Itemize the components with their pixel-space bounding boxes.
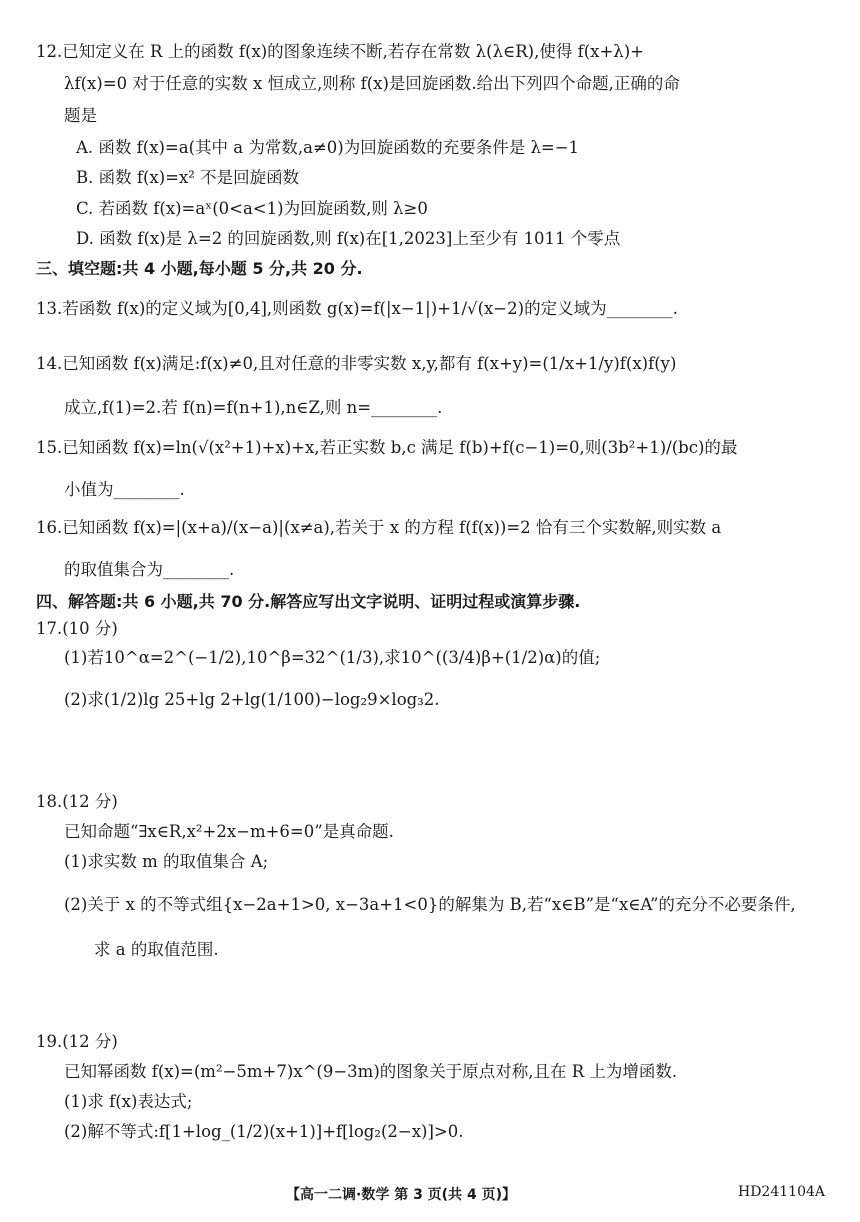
line-q18-head: 18.(12 分): [36, 792, 118, 811]
line-q18-3: 求 a 的取值范围.: [94, 940, 219, 959]
line-q13: 13.若函数 f(x)的定义域为[0,4],则函数 g(x)=f(|x−1|)+1/√(x−2)的定义域为________.: [36, 299, 678, 318]
line-q15-l1: 15.已知函数 f(x)=ln(√(x²+1)+x)+x,若正实数 b,c 满足 f(b)+f(c−1)=0,则(3b²+1)/(bc)的最: [36, 438, 738, 457]
page-footer: 【高一二调·数学 第 3 页(共 4 页)】: [286, 1187, 516, 1203]
line-q18-2: (2)关于 x 的不等式组{x−2a+1>0, x−3a+1<0}的解集为 B,若“x∈B”是“x∈A”的充分不必要条件,: [64, 895, 796, 914]
line-q16-l1: 16.已知函数 f(x)=|(x+a)/(x−a)|(x≠a),若关于 x 的方程 f(f(x))=2 恰有三个实数解,则实数 a: [36, 518, 722, 537]
line-q18-1: (1)求实数 m 的取值集合 A;: [64, 852, 269, 871]
line-q12-l2: λf(x)=0 对于任意的实数 x 恒成立,则称 f(x)是回旋函数.给出下列四个命题,正确的命: [64, 74, 680, 93]
line-q19-intro: 已知幂函数 f(x)=(m²−5m+7)x^(9−3m)的图象关于原点对称,且在 R 上为增函数.: [64, 1062, 678, 1081]
line-q12-optA: A. 函数 f(x)=a(其中 a 为常数,a≠0)为回旋函数的充要条件是 λ=−1: [76, 138, 580, 157]
line-sec4: 四、解答题:共 6 小题,共 70 分.解答应写出文字说明、证明过程或演算步骤.: [36, 592, 581, 611]
line-q18-intro: 已知命题“∃x∈R,x²+2x−m+6=0”是真命题.: [64, 822, 394, 841]
line-q19-2: (2)解不等式:f[1+log_(1/2)(x+1)]+f[log₂(2−x)]>0.: [64, 1122, 464, 1141]
line-q17-head: 17.(10 分): [36, 619, 118, 638]
line-q14-l2: 成立,f(1)=2.若 f(n)=f(n+1),n∈Z,则 n=________.: [64, 398, 443, 417]
line-q12-optC: C. 若函数 f(x)=aˣ(0<a<1)为回旋函数,则 λ≥0: [76, 199, 428, 218]
line-q12-l1: 12.已知定义在 R 上的函数 f(x)的图象连续不断,若存在常数 λ(λ∈R),使得 f(x+λ)+: [36, 42, 644, 61]
line-q17-2: (2)求(1/2)lg 25+lg 2+lg(1/100)−log₂9×log₃2.: [64, 690, 440, 709]
line-q19-head: 19.(12 分): [36, 1032, 118, 1051]
line-q12-l3: 题是: [64, 106, 97, 125]
line-q19-1: (1)求 f(x)表达式;: [64, 1092, 193, 1111]
line-q17-1: (1)若10^α=2^(−1/2),10^β=32^(1/3),求10^((3/4)β+(1/2)α)的值;: [64, 648, 601, 667]
exam-code: HD241104A: [738, 1184, 825, 1200]
line-sec3: 三、填空题:共 4 小题,每小题 5 分,共 20 分.: [36, 259, 363, 278]
line-q12-optD: D. 函数 f(x)是 λ=2 的回旋函数,则 f(x)在[1,2023]上至少有 1011 个零点: [76, 229, 621, 248]
line-q14-l1: 14.已知函数 f(x)满足:f(x)≠0,且对任意的非零实数 x,y,都有 f(x+y)=(1/x+1/y)f(x)f(y): [36, 354, 677, 373]
line-q16-l2: 的取值集合为________.: [64, 560, 235, 579]
line-q15-l2: 小值为________.: [64, 480, 185, 499]
line-q12-optB: B. 函数 f(x)=x² 不是回旋函数: [76, 168, 300, 187]
